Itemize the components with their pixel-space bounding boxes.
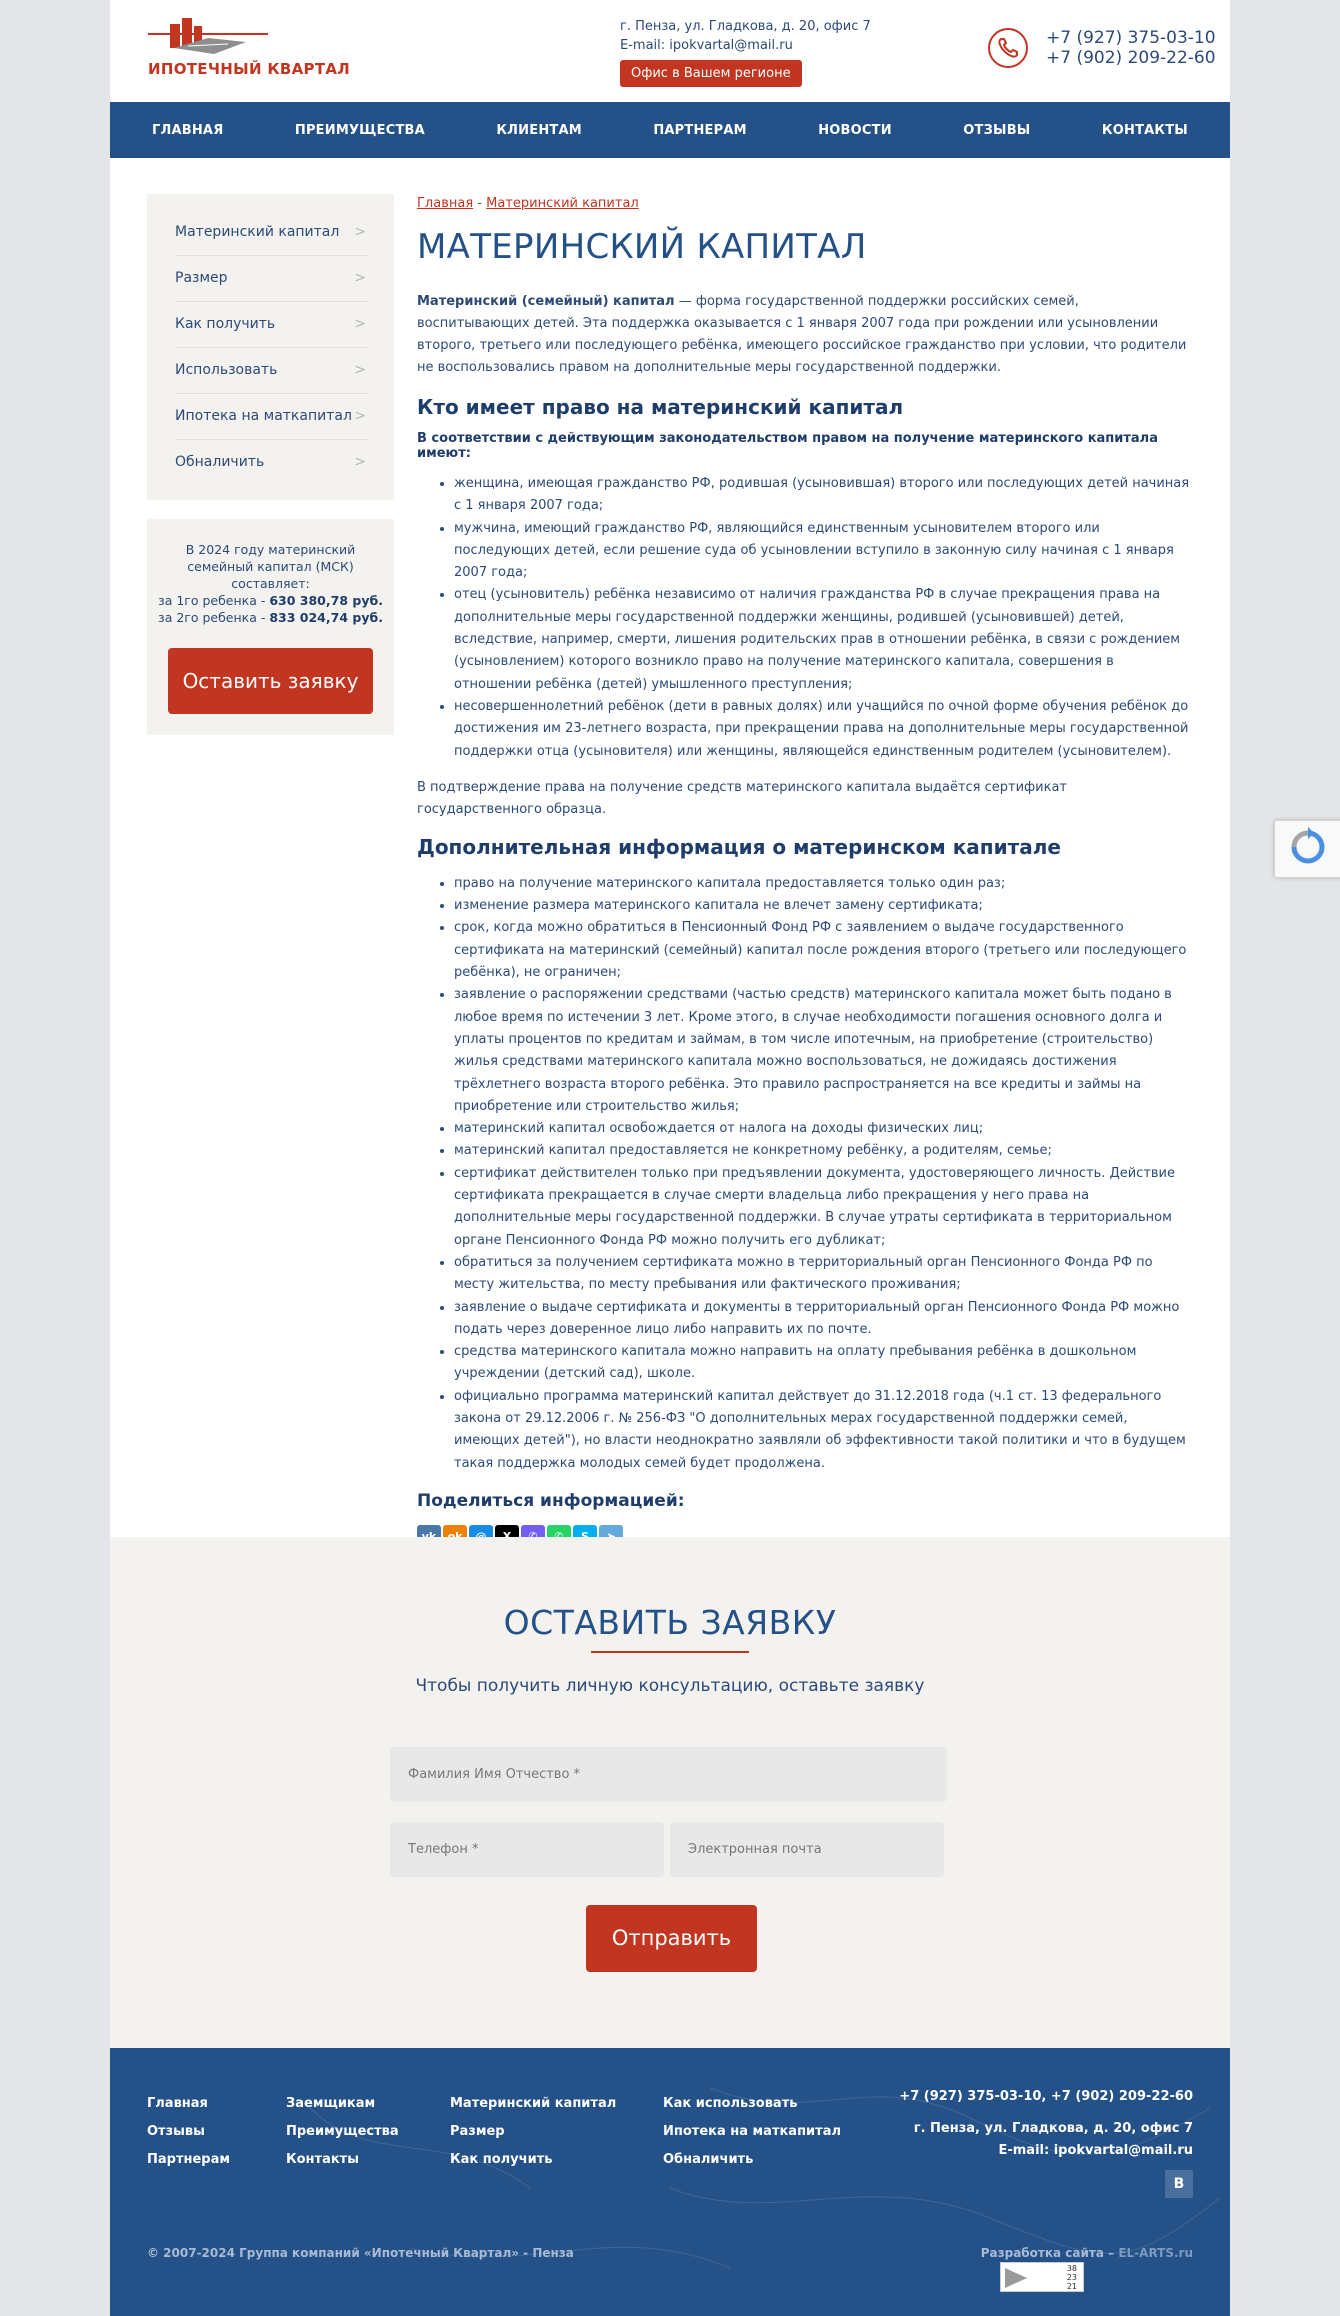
nav-clients[interactable]: КЛИЕНТАМ	[496, 122, 582, 138]
intro-bold: Материнский (семейный) капитал	[417, 294, 675, 309]
region-office-button[interactable]: Офис в Вашем регионе	[620, 60, 802, 87]
first-child-amount: 630 380,78 руб.	[269, 593, 383, 608]
sidebar-item-label: Как получить	[175, 316, 276, 332]
email-field[interactable]: Электронная почта	[670, 1822, 944, 1877]
chevron-right-icon: >	[354, 224, 366, 240]
chevron-right-icon: >	[354, 270, 366, 286]
footer-link-cash-out[interactable]: Обналичить	[663, 2152, 754, 2167]
form-title-underline	[591, 1651, 749, 1653]
list-item: • материнский капитал освобождается от налога на доходы физических лиц;	[454, 1118, 1194, 1140]
sidebar-item-label: Обналичить	[175, 454, 265, 470]
full-name-field[interactable]: Фамилия Имя Отчество *	[390, 1747, 947, 1802]
footer-link-maternity-capital[interactable]: Материнский капитал	[450, 2096, 617, 2111]
logo-text: ИПОТЕЧНЫЙ КВАРТАЛ	[148, 60, 351, 78]
nav-home[interactable]: ГЛАВНАЯ	[152, 122, 224, 138]
second-child-amount: 833 024,74 руб.	[269, 610, 383, 625]
footer-col-2	[286, 2090, 399, 2174]
header-address: г. Пенза, ул. Гладкова, д. 20, офис 7	[620, 19, 871, 34]
list-item: • срок, когда можно обратиться в Пенсионный Фонд РФ с заявлением о выдаче государственного сертификата на материнский (семейный) капитал после рождения второго (третьего или последующего ребёнка), не ограничен;	[454, 917, 1194, 984]
counter-value-1: 38	[1066, 2264, 1077, 2273]
request-form-section	[110, 1537, 1230, 2048]
heading-additional-info: Дополнительная информация о материнском капитале	[417, 834, 1061, 859]
footer-link-reviews[interactable]: Отзывы	[147, 2124, 205, 2139]
footer-address: г. Пенза, ул. Гладкова, д. 20, офис 7	[913, 2121, 1193, 2136]
footer-link-borrowers[interactable]: Заемщикам	[286, 2096, 376, 2111]
list-item: • заявление о распоряжении средствами (частью средств) материнского капитала может быть подано в любое время по истечении 3 лет. Кроме этого, в случае необходимости погашения основного долга и уплаты процентов по кредитам и займам, в том числе ипотечным, на приобретение (строительство) жилья средствами материнского капитала можно воспользоваться, не дожидаясь достижения трёхлетнего возраста второго ребёнка. Это правило распространяется на все кредиты и займы на приобретение или строительство жилья;	[454, 984, 1194, 1118]
recaptcha-icon	[1288, 827, 1328, 867]
breadcrumb-separator: -	[473, 196, 487, 211]
main-nav	[110, 102, 1230, 158]
list-item: • сертификат действителен только при предъявлении документа, удостоверяющего личность. Действие сертификата прекращается в случае смерти владельца либо прекращения у него права на дополнительные меры государственной поддержки. В случае утраты сертификата в территориальном органе Пенсионного Фонда РФ можно получить его дубликат;	[454, 1163, 1194, 1252]
breadcrumb-current[interactable]: Материнский капитал	[486, 196, 639, 211]
list-item: • отец (усыновитель) ребёнка независимо от наличия гражданства РФ в случае прекращения права на дополнительные меры государственной поддержки женщины, родившей (усыновившей) детей, вследствие, например, смерти, лишения родительских прав в отношении ребёнка, в связи с рождением (усыновлением) которого возникло право на получение материнского капитала, совершения в отношении ребёнка (детей) умышленного преступления;	[454, 584, 1194, 695]
intro-paragraph	[417, 291, 1194, 379]
nav-reviews[interactable]: ОТЗЫВЫ	[963, 122, 1031, 138]
footer-link-amount[interactable]: Размер	[450, 2124, 505, 2139]
logo[interactable]	[148, 16, 351, 80]
footer-link-partners[interactable]: Партнерам	[147, 2152, 230, 2167]
list-item: • изменение размера материнского капитала не влечет замену сертификата;	[454, 895, 1194, 917]
footer-col-1	[147, 2090, 230, 2174]
chevron-right-icon: >	[354, 454, 366, 470]
footer-contacts	[899, 2086, 1193, 2162]
nav-contacts[interactable]: КОНТАКТЫ	[1101, 122, 1188, 138]
footer-link-mortgage[interactable]: Ипотека на маткапитал	[663, 2124, 841, 2139]
footer-col-3	[450, 2090, 616, 2174]
list-item: • мужчина, имеющий гражданство РФ, являющийся единственным усыновителем второго или последующих детей, если решение суда об усыновлении вступило в законную силу начиная с 1 января 2007 года;	[454, 518, 1194, 585]
footer-phones[interactable]: +7 (927) 375-03-10, +7 (902) 209-22-60	[899, 2089, 1193, 2104]
chevron-right-icon: >	[354, 362, 366, 378]
leave-request-button[interactable]: Оставить заявку	[168, 648, 373, 714]
header-phones	[1046, 28, 1216, 68]
list-item: • несовершеннолетний ребёнок (дети в равных долях) или учащийся по очной форме обучения ребёнок до достижения им 23-летнего возраста, при прекращении права на дополнительные меры государственной поддержки отца (усыновителя) или женщины, являющейся единственным родителем (усыновителем).	[454, 696, 1194, 763]
sidebar-item-mortgage[interactable]	[175, 394, 368, 440]
chevron-right-icon: >	[354, 316, 366, 332]
sidebar-item-how-to-get[interactable]	[175, 302, 368, 348]
sidebar-first-child: за 1го ребенка - 630 380,78 руб.	[158, 593, 383, 608]
footer-link-contacts[interactable]: Контакты	[286, 2152, 359, 2167]
form-subtitle: Чтобы получить личную консультацию, оставьте заявку	[415, 1676, 925, 1696]
main-content	[417, 196, 1194, 1569]
recaptcha-badge[interactable]	[1274, 820, 1340, 878]
sidebar-item-maternity-capital[interactable]	[175, 210, 368, 256]
chevron-right-icon: >	[354, 408, 366, 424]
submit-button[interactable]: Отправить	[586, 1905, 757, 1972]
sidebar-item-amount[interactable]	[175, 256, 368, 302]
nav-partners[interactable]: ПАРТНЕРАМ	[653, 122, 747, 138]
logo-buildings-icon	[148, 16, 278, 58]
footer-link-how-to-get[interactable]: Как получить	[450, 2152, 553, 2167]
sidebar-item-label: Использовать	[175, 362, 278, 378]
visit-counter[interactable]	[1000, 2262, 1084, 2292]
share-title: Поделиться информацией:	[417, 1490, 685, 1511]
list-item: • материнский капитал предоставляется не конкретному ребёнку, а родителям, семье;	[454, 1140, 1194, 1162]
phone-2[interactable]: +7 (902) 209-22-60	[1046, 48, 1216, 68]
sidebar-item-cash-out[interactable]	[175, 440, 368, 486]
list-item: • средства материнского капитала можно направить на оплату пребывания ребёнка в дошкольном учреждении (детский сад), школе.	[454, 1341, 1194, 1386]
additional-info-list	[417, 873, 1194, 1475]
phone-field[interactable]: Телефон *	[390, 1822, 664, 1877]
list-item: • женщина, имеющая гражданство РФ, родившая (усыновившая) второго или последующих детей начиная с 1 января 2007 года;	[454, 473, 1194, 518]
vk-social-icon[interactable]: В	[1165, 2170, 1193, 2198]
sidebar-item-label: Размер	[175, 270, 228, 286]
list-item: • официально программа материнский капитал действует до 31.12.2018 года (ч.1 ст. 13 федерального закона от 29.12.2006 г. № 256-ФЗ "О дополнительных мерах государственной поддержки семей, имеющих детей"), но власти неоднократно заявляли об эффективности такой политики и что в будущем такая поддержка молодых семей будет продолжена.	[454, 1386, 1194, 1475]
counter-value-3: 21	[1066, 2282, 1077, 2291]
intro-text: — форма государственной поддержки российских семей, воспитывающих детей. Эта поддержка оказывается с 1 января 2007 года при рождении или усыновлении второго, третьего или последующего ребёнка, имеющего российское гражданство при условии, что родители не воспользовались правом на дополнительные меры государственной поддержки.	[417, 294, 1187, 375]
nav-advantages[interactable]: ПРЕИМУЩЕСТВА	[294, 122, 425, 138]
who-list	[417, 473, 1194, 763]
sidebar-menu	[147, 194, 394, 500]
developer-link[interactable]: EL-ARTS.ru	[1118, 2246, 1193, 2260]
sidebar-info-text: В 2024 году материнский семейный капитал (МСК) составляет:	[185, 542, 356, 591]
form-title: ОСТАВИТЬ ЗАЯВКУ	[503, 1603, 837, 1642]
footer-link-home[interactable]: Главная	[147, 2096, 208, 2111]
page-title: МАТЕРИНСКИЙ КАПИТАЛ	[417, 227, 867, 267]
sidebar-info-box	[147, 519, 394, 735]
list-item: • заявление о выдаче сертификата и документы в территориальный орган Пенсионного Фонда РФ можно подать через доверенное лицо либо направить их по почте.	[454, 1297, 1194, 1342]
list-item: • право на получение материнского капитала предоставляется только один раз;	[454, 873, 1194, 895]
footer-col-4	[663, 2090, 841, 2174]
page-wrapper	[110, 0, 1230, 2316]
footer-email[interactable]: E-mail: ipokvartal@mail.ru	[998, 2143, 1193, 2158]
copyright: © 2007-2024 Группа компаний «Ипотечный Квартал» - Пенза	[147, 2246, 574, 2260]
phone-1[interactable]: +7 (927) 375-03-10	[1046, 28, 1216, 48]
sidebar-item-label: Материнский капитал	[175, 224, 340, 240]
breadcrumb-home[interactable]: Главная	[417, 196, 474, 211]
counter-value-2: 23	[1066, 2273, 1077, 2282]
counter-logo-icon	[1005, 2268, 1027, 2288]
developer-credit: Разработка сайта – EL-ARTS.ru	[980, 2246, 1193, 2260]
site-header	[110, 0, 1230, 102]
footer-link-how-to-use[interactable]: Как использовать	[663, 2096, 798, 2111]
header-contacts	[620, 17, 871, 87]
sidebar-item-label: Ипотека на маткапитал	[175, 408, 352, 424]
certificate-paragraph: В подтверждение права на получение средств материнского капитала выдаётся сертификат государственного образца.	[417, 779, 1067, 817]
nav-news[interactable]: НОВОСТИ	[818, 122, 892, 138]
who-lead: В соответствии с действующим законодательством правом на получение материнского капитала имеют:	[417, 431, 1158, 461]
header-email[interactable]: E-mail: ipokvartal@mail.ru	[620, 38, 793, 53]
list-item: • обратиться за получением сертификата можно в территориальный орган Пенсионного Фонда РФ по месту жительства, по месту пребывания или фактического проживания;	[454, 1252, 1194, 1297]
footer-link-advantages[interactable]: Преимущества	[286, 2124, 399, 2139]
breadcrumb	[417, 196, 1194, 211]
sidebar-item-use[interactable]	[175, 348, 368, 394]
heading-who-eligible: Кто имеет право на материнский капитал	[417, 395, 904, 419]
sidebar-second-child: за 2го ребенка - 833 024,74 руб.	[158, 610, 383, 625]
phone-icon	[988, 28, 1028, 68]
